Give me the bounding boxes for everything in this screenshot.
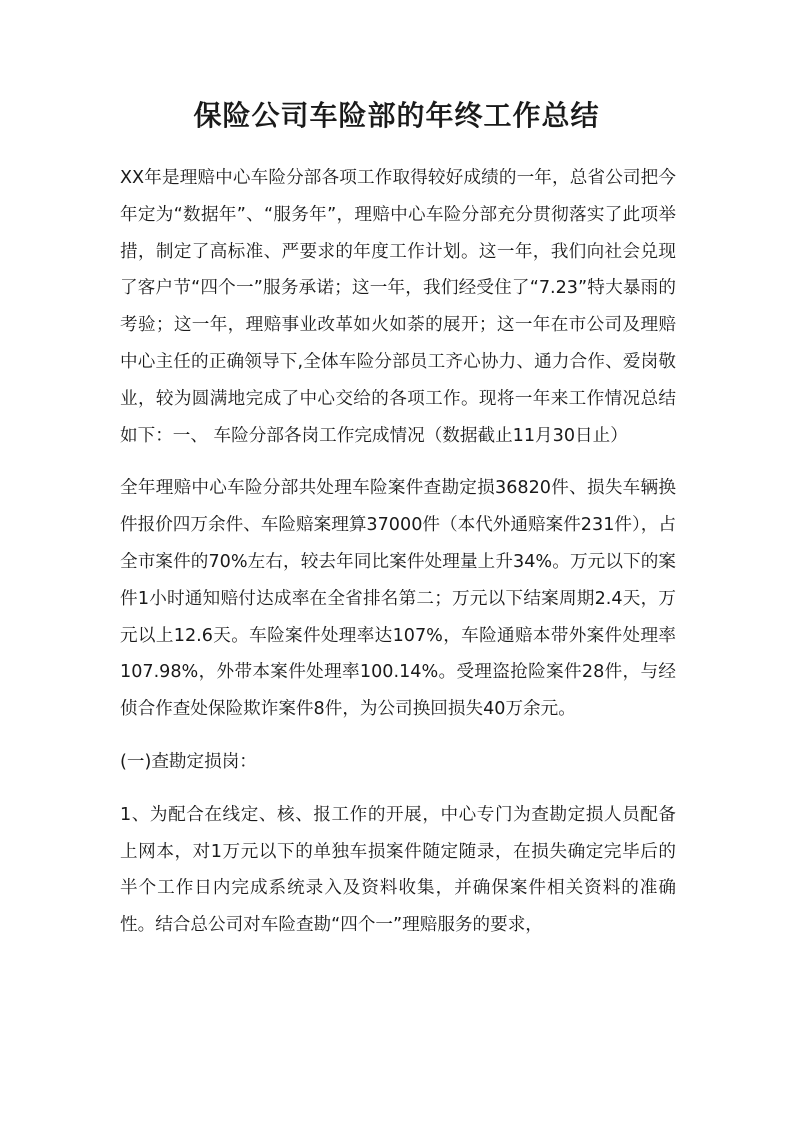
paragraph-intro: XX年是理赔中心车险分部各项工作取得较好成绩的一年，总省公司把今年定为“数据年”、“服务年”，理赔中心车险分部充分贯彻落实了此项举措，制定了高标准、严要求的年度工作计划。这一年，我们向社会兑现了客户节“四个一”服务承诺；这一年，我们经受住了“7.23”特大暴雨的考验；这一年，理赔事业改革如火如荼的展开；这一年在市公司及理赔中心主任的正确领导下,全体车险分部员工齐心协力、通力合作、爱岗敬业，较为圆满地完成了中心交给的各项工作。现将一年来工作情况总结如下：一、 车险分部各岗工作完成情况（数据截止11月30日止） xyxy=(120,168,676,446)
document-body xyxy=(120,160,676,960)
paragraph-item-1: 1、为配合在线定、核、报工作的开展，中心专门为查勘定损人员配备上网本，对1万元以下的单独车损案件随定随录，在损失确定完毕后的半个工作日内完成系统录入及资料收集，并确保案件相关资料的准确性。结合总公司对车险查勘“四个一”理赔服务的要求， xyxy=(120,804,676,936)
document-title: 保险公司车险部的年终工作总结 xyxy=(193,99,600,132)
section-heading-survey-post: (一)查勘定损岗： xyxy=(120,751,257,772)
paragraph-statistics: 全年理赔中心车险分部共处理车险案件查勘定损36820件、损失车辆换件报价四万余件、车险赔案理算37000件（本代外通赔案件231件），占全市案件的70%左右，较去年同比案件处理量上升34%。万元以下的案件1小时通知赔付达成率在全省排名第二；万元以下结案周期2.4天，万元以上12.6天。车险案件处理率达107%，车险通赔本带外案件处理率107.98%，外带本案件处理率100.14%。受理盗抢险案件28件，与经侦合作查处保险欺诈案件8件，为公司换回损失40万余元。 xyxy=(120,478,676,720)
